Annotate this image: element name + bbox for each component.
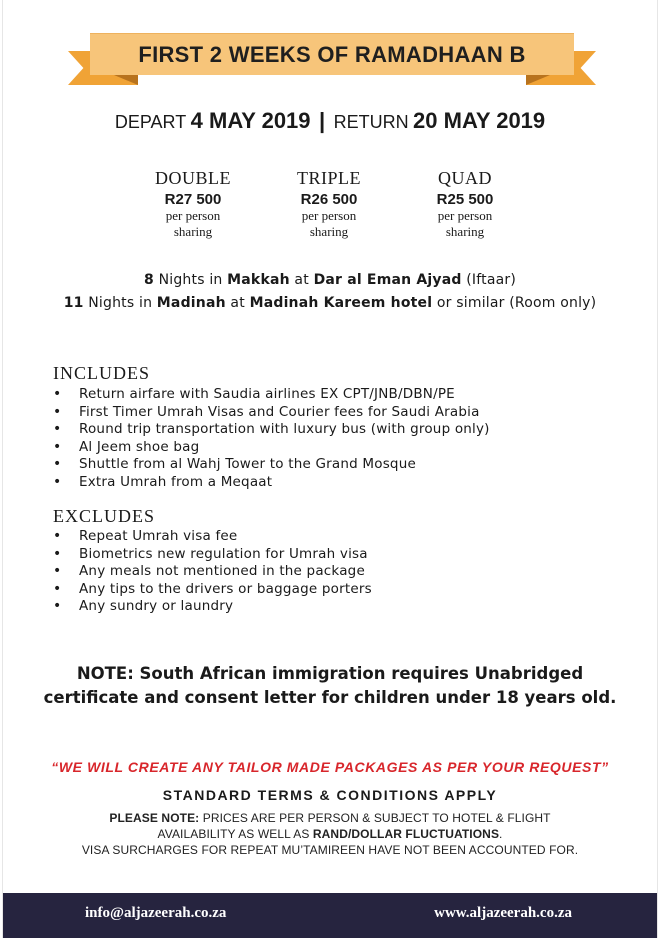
stay-hotel: Dar al Eman Ajyad — [313, 272, 462, 288]
list-item-text: Round trip transportation with luxury bus (with group only) — [79, 421, 490, 438]
note-line: NOTE: South African immigration requires Unabridged — [76, 664, 584, 683]
title-banner — [68, 33, 596, 85]
stay-text: Nights in — [153, 272, 228, 288]
list-item — [53, 546, 372, 564]
room-type: TRIPLE — [297, 168, 361, 188]
list-item — [53, 581, 372, 599]
price-amount: R26 500 — [300, 191, 358, 208]
price-triple — [269, 168, 389, 240]
room-type: QUAD — [438, 168, 492, 188]
price-basis: per person — [165, 208, 221, 223]
stay-text: or similar (Room only) — [432, 295, 597, 311]
footer-bar — [3, 893, 657, 938]
bullet: • — [53, 403, 62, 420]
note-line: certificate and consent letter for children under 18 years old. — [43, 688, 617, 707]
depart-date: 4 MAY 2019 — [190, 108, 311, 133]
stay-text: (Iftaar) — [461, 272, 516, 288]
price-double — [133, 168, 253, 240]
stay-text: at — [225, 295, 250, 311]
list-item — [53, 404, 490, 422]
list-item-text: Return airfare with Saudia airlines EX CPT/JNB/DBN/PE — [79, 386, 455, 402]
list-item-text: Any sundry or laundry — [79, 598, 234, 615]
list-item-text: Any meals not mentioned in the package — [79, 563, 365, 580]
includes-heading: INCLUDES — [53, 363, 150, 383]
list-item-text: Shuttle from al Wahj Tower to the Grand Mosque — [79, 456, 416, 473]
list-item — [53, 386, 490, 404]
stay-city: Madinah — [156, 295, 226, 311]
list-item — [53, 528, 372, 546]
bullet: • — [53, 598, 62, 615]
fine-line — [0, 810, 660, 826]
price-basis: per person — [301, 208, 357, 223]
stay-madinah — [0, 295, 660, 311]
email-link[interactable]: info@aljazeerah.co.za — [85, 905, 227, 921]
stay-city: Makkah — [227, 272, 290, 288]
list-item — [53, 563, 372, 581]
fine-line — [0, 826, 660, 842]
stay-text: at — [289, 272, 314, 288]
tailor-made-slogan: “WE WILL CREATE ANY TAILOR MADE PACKAGES AS PER YOUR REQUEST” — [51, 759, 609, 775]
date-separator: | — [318, 108, 326, 133]
fine-text: . — [499, 827, 503, 841]
nights-count: 11 — [63, 295, 84, 311]
fine-line: VISA SURCHARGES FOR REPEAT MU’TAMIREEN HAVE NOT BEEN ACCOUNTED FOR. — [81, 843, 579, 857]
fine-text: AVAILABILITY AS WELL AS — [157, 827, 313, 841]
fine-bold-text: RAND/DOLLAR FLUCTUATIONS — [312, 827, 500, 841]
price-basis: per person — [437, 208, 493, 223]
fine-text: PRICES ARE PER PERSON & SUBJECT TO HOTEL & FLIGHT — [199, 811, 551, 825]
stay-makkah — [0, 272, 660, 288]
list-item — [53, 421, 490, 439]
price-amount: R25 500 — [436, 191, 494, 208]
price-amount: R27 500 — [164, 191, 222, 208]
price-basis-sharing: sharing — [445, 224, 485, 239]
list-item-text: Biometrics new regulation for Umrah visa — [79, 545, 368, 562]
bullet: • — [53, 456, 62, 473]
bullet: • — [53, 563, 62, 580]
immigration-note — [0, 662, 660, 710]
list-item — [53, 439, 490, 457]
list-item-text: First Timer Umrah Visas and Courier fees for Saudi Arabia — [79, 403, 480, 420]
list-item-text: Al Jeem shoe bag — [79, 438, 200, 455]
stay-hotel: Madinah Kareem hotel — [249, 295, 433, 311]
price-basis-sharing: sharing — [173, 224, 213, 239]
return-label: RETURN — [333, 112, 409, 132]
banner-title: FIRST 2 WEEKS OF RAMADHAAN B — [138, 41, 526, 67]
depart-label: DEPART — [114, 112, 187, 132]
bullet: • — [53, 545, 62, 562]
fine-print — [0, 810, 660, 858]
list-item — [53, 474, 490, 492]
travel-dates — [0, 108, 660, 134]
bullet: • — [53, 421, 62, 438]
terms-heading: STANDARD TERMS & CONDITIONS APPLY — [162, 787, 498, 803]
please-note-label: PLEASE NOTE: — [109, 811, 200, 825]
bullet: • — [53, 580, 62, 597]
includes-list — [53, 386, 490, 492]
list-item-text: Any tips to the drivers or baggage porters — [79, 580, 372, 597]
excludes-heading: EXCLUDES — [53, 506, 155, 526]
stay-text: Nights in — [83, 295, 157, 311]
nights-count: 8 — [143, 272, 154, 288]
website-link[interactable]: www.aljazeerah.co.za — [434, 905, 572, 921]
room-type: DOUBLE — [155, 168, 231, 188]
bullet: • — [53, 386, 62, 402]
banner-body — [90, 33, 574, 75]
list-item-text: Repeat Umrah visa fee — [79, 528, 238, 544]
return-date: 20 MAY 2019 — [413, 108, 546, 133]
price-basis-sharing: sharing — [309, 224, 349, 239]
bullet: • — [53, 438, 62, 455]
list-item — [53, 456, 490, 474]
bullet: • — [53, 528, 62, 544]
excludes-list — [53, 528, 372, 616]
list-item — [53, 598, 372, 616]
list-item-text: Extra Umrah from a Meqaat — [79, 473, 273, 490]
bullet: • — [53, 473, 62, 490]
price-quad — [405, 168, 525, 240]
